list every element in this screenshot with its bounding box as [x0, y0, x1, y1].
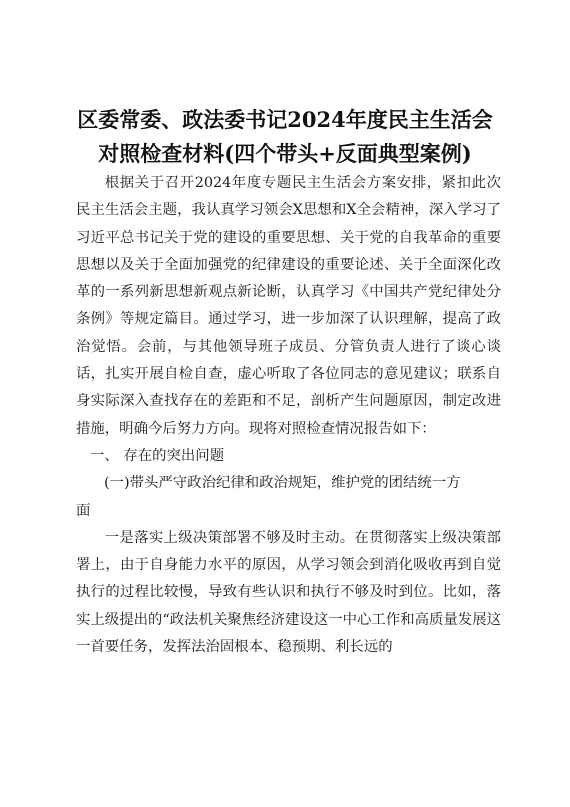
- document-body: [76, 170, 501, 661]
- document-title-line-2: 对照检查材料(四个带头+反面典型案例): [98, 141, 472, 166]
- subsection-heading: [76, 470, 501, 525]
- intro-paragraph: 根据关于召开2024年度专题民主生活会方案安排，紧扣此次民主生活会主题，我认真学习领会X思想和X全会精神，深入学习了习近平总书记关于党的建设的重要思想、关于党的自我革命的重要思想以及关于全面加强党的纪律建设的重要论述、关于全面深化改革的一系列新思想新观点新论断，认真学习《中国共产党纪律处分条例》等规定篇目。通过学习，进一步加深了认识理解，提高了政治觉悟。会前，与其他领导班子成员、分管负责人进行了谈心谈话，扎实开展自检自查，虚心听取了各位同志的意见建议；联系自身实际深入查找存在的差距和不足，剖析产生问题原因，制定改进措施，明确今后努力方向。现将对照检查情况报告如下：: [76, 175, 501, 437]
- subsection-heading-line-1: (一)带头严守政治纪律和政治规矩，维护党的团结统一方: [104, 475, 461, 492]
- point-paragraph: 一是落实上级决策部署不够及时主动。在贯彻落实上级决策部署上，由于自身能力水平的原因，从学习领会到消化吸收再到自觉执行的过程比较慢，导致有些认识和执行不够及时到位。比如，落实上级提出的“政法机关聚焦经济建设这一中心工作和高质量发展这一首要任务，发挥法治固根本、稳预期、利长远的: [76, 529, 501, 656]
- section-heading: 一、 存在的突出问题: [90, 447, 225, 464]
- subsection-heading-line-2: 面: [76, 502, 91, 519]
- document-title-line-1: 区委常委、政法委书记2024年度民主生活会: [77, 107, 493, 132]
